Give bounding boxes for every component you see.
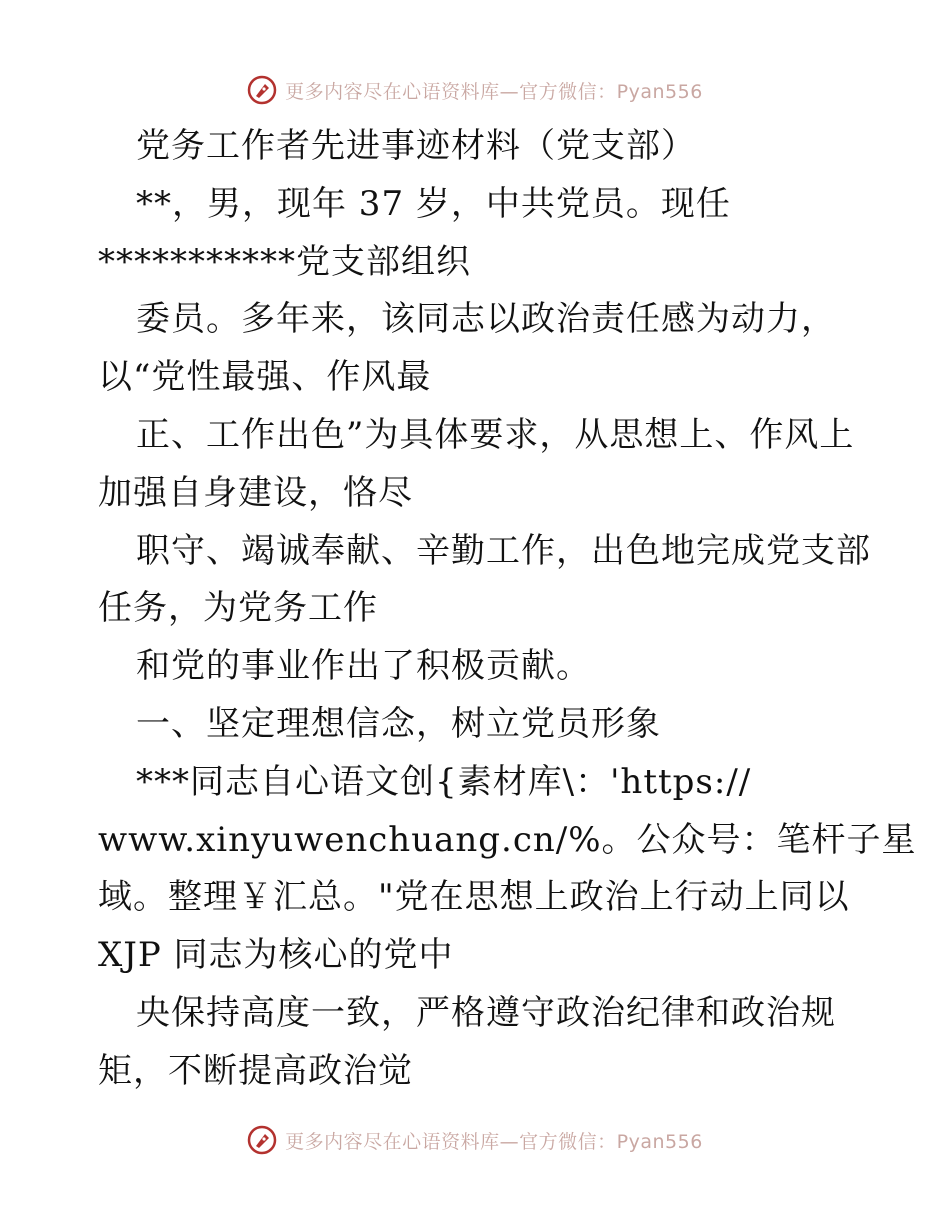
paragraph-line: 域。整理￥汇总。"党在思想上政治上行动上同以 <box>98 877 850 918</box>
doc-title: 党务工作者先进事迹材料（党支部） <box>136 126 696 166</box>
paragraph-line: ***同志自心语文创{素材库\：'https:// <box>136 761 752 802</box>
watermark-header <box>0 70 950 110</box>
watermark-text: 更多内容尽在心语资料库—官方微信：Pyan556 <box>285 80 703 103</box>
watermark-text: 更多内容尽在心语资料库—官方微信：Pyan556 <box>285 1130 703 1153</box>
paragraph-line: XJP 同志为核心的党中 <box>98 935 454 976</box>
paragraph-line: 和党的事业作出了积极贡献。 <box>136 646 591 687</box>
paragraph-line: 正、工作出色”为具体要求，从思想上、作风上 <box>136 414 855 455</box>
paragraph-line: 任务，为党务工作 <box>98 588 378 629</box>
paragraph-line: 委员。多年来，该同志以政治责任感为动力， <box>136 299 836 340</box>
section-heading: 一、坚定理想信念，树立党员形象 <box>136 703 661 744</box>
paragraph-line: 职守、竭诚奉献、辛勤工作，出色地完成党支部 <box>136 530 871 571</box>
paragraph-line: www.xinyuwenchuang.cn/%。公众号：笔杆子星 <box>98 819 917 860</box>
paragraph-line: 矩，不断提高政治觉 <box>98 1050 413 1091</box>
paragraph-line: ***********党支部组织 <box>98 241 471 282</box>
watermark-footer <box>0 1120 950 1160</box>
document-body <box>98 118 917 1101</box>
paragraph-line: 以“党性最强、作风最 <box>98 357 432 398</box>
paragraph-line: 加强自身建设，恪尽 <box>98 472 413 513</box>
paragraph-line: **，男，现年 37 岁，中共党员。现任 <box>136 183 731 224</box>
pen-nib-logo-icon <box>247 1125 277 1155</box>
paragraph-line: 央保持高度一致，严格遵守政治纪律和政治规 <box>136 992 836 1033</box>
pen-nib-logo-icon <box>247 75 277 105</box>
